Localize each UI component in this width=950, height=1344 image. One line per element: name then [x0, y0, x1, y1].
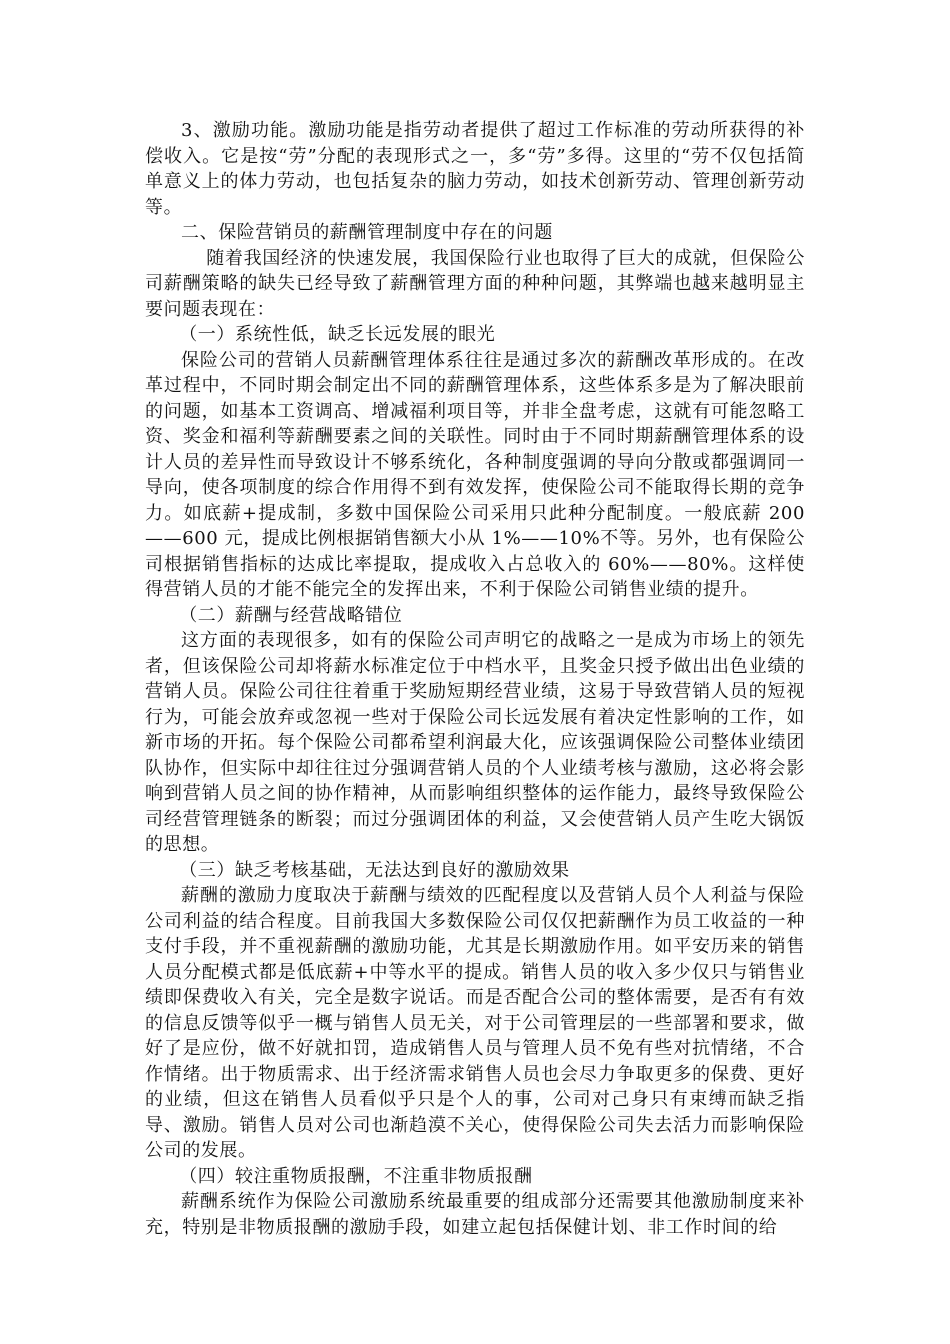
subheading-1: （一）系统性低，缺乏长远发展的眼光	[179, 324, 496, 345]
paragraph-2: 这方面的表现很多，如有的保险公司声明它的战略之一是成为市场上的领先者，但该保险公司却将薪水标准定位于中档水平，且奖金只授予做出出色业绩的营销人员。保险公司往往着重于奖励短期经营业绩，这易于导致营销人员的短视行为，可能会放弃或忽视一些对于保险公司长远发展有着决定性影响的工作，如新市场的开拓。每个保险公司都希望利润最大化，应该强调保险公司整体业绩团队协作，但实际中却往往过分强调营销人员的个人业绩考核与激励，这必将会影响到营销人员之间的协作精神，从而影响组织整体的运作能力，最终导致保险公司经营管理链条的断裂；而过分强调团体的利益，又会使营销人员产生吃大锅饭的思想。	[145, 630, 805, 855]
paragraph-incentive-function: 3、激励功能。激励功能是指劳动者提供了超过工作标准的劳动所获得的补偿收入。它是按“劳”分配的表现形式之一，多“劳”多得。这里的“劳不仅包括简单意义上的体力劳动，也包括复杂的脑力劳动，如技术创新劳动、管理创新劳动等。	[145, 120, 805, 218]
document-page	[145, 118, 805, 1240]
paragraph-3: 薪酬的激励力度取决于薪酬与绩效的匹配程度以及营销人员个人利益与保险公司利益的结合程度。目前我国大多数保险公司仅仅把薪酬作为员工收益的一种支付手段，并不重视薪酬的激励功能，尤其是长期激励作用。如平安历来的销售人员分配模式都是低底薪+中等水平的提成。销售人员的收入多少仅只与销售业绩即保费收入有关，完全是数字说话。而是否配合公司的整体需要，是否有有效的信息反馈等似乎一概与销售人员无关，对于公司管理层的一些部署和要求，做好了是应份，做不好就扣罚，造成销售人员与管理人员不免有些对抗情绪，不合作情绪。出于物质需求、出于经济需求销售人员也会尽力争取更多的保费、更好的业绩，但这在销售人员看似乎只是个人的事，公司对己身只有束缚而缺乏指导、激励。销售人员对公司也渐趋漠不关心，使得保险公司失去活力而影响保险公司的发展。	[145, 885, 805, 1161]
paragraph-1: 保险公司的营销人员薪酬管理体系往往是通过多次的薪酬改革形成的。在改革过程中，不同时期会制定出不同的薪酬管理体系，这些体系多是为了解决眼前的问题，如基本工资调高、增减福利项目等，并非全盘考虑，这就有可能忽略工资、奖金和福利等薪酬要素之间的关联性。同时由于不同时期薪酬管理体系的设计人员的差异性而导致设计不够系统化，各种制度强调的导向分散或都强调同一导向，使各项制度的综合作用得不到有效发挥，使保险公司不能取得长期的竞争力。如底薪+提成制，多数中国保险公司采用只此种分配制度。一般底薪 200——600 元，提成比例根据销售额大小从 1%——10%不等。另外，也有保险公司根据销售指标的达成比率提取，提成收入占总收入的 60%——80%。这样使得营销人员的才能不能完全的发挥出来，不利于保险公司销售业绩的提升。	[145, 349, 805, 600]
section-heading-problems: 二、保险营销员的薪酬管理制度中存在的问题	[181, 222, 553, 243]
paragraph-4: 薪酬系统作为保险公司激励系统最重要的组成部分还需要其他激励制度来补充，特别是非物质报酬的激励手段，如建立起包括保健计划、非工作时间的给	[145, 1191, 805, 1238]
subheading-3: （三）缺乏考核基础，无法达到良好的激励效果	[179, 859, 570, 881]
subheading-4: （四）较注重物质报酬，不注重非物质报酬	[179, 1165, 533, 1187]
paragraph-intro: 随着我国经济的快速发展，我国保险行业也取得了巨大的成就，但保险公司薪酬策略的缺失已经导致了薪酬管理方面的种种问题，其弊端也越来越明显主要问题表现在：	[145, 247, 805, 320]
subheading-2: （二）薪酬与经营战略错位	[179, 604, 403, 626]
